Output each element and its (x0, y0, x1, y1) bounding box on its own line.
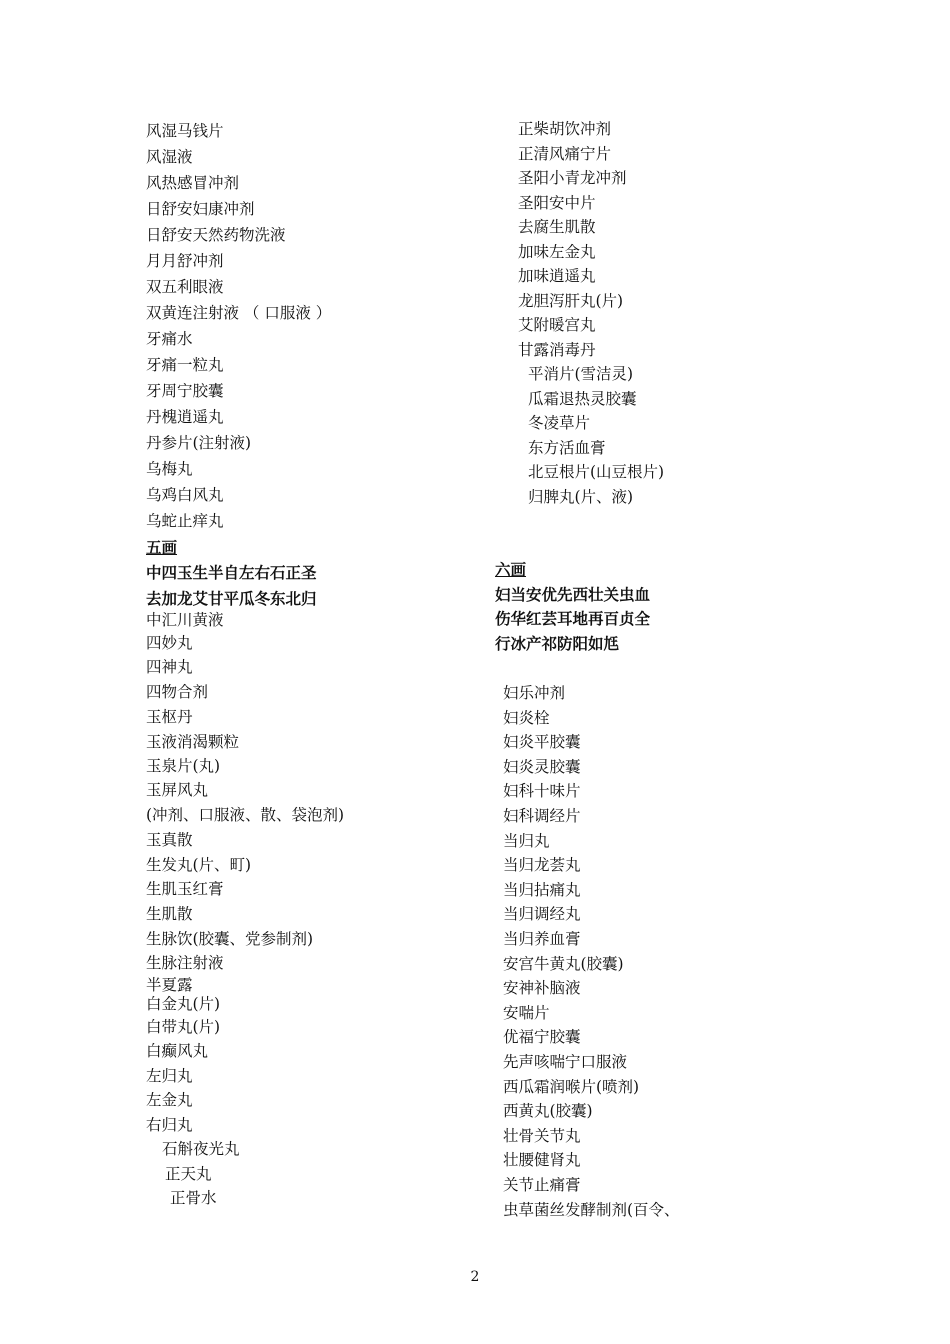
list-item: 去腐生肌散 (518, 218, 596, 236)
list-item: 圣阳小青龙冲剂 (518, 169, 627, 187)
list-item: 乌梅丸 (146, 460, 193, 478)
list-item: 玉泉片(丸) (146, 757, 221, 775)
list-item: 瓜霜退热灵胶囊 (528, 390, 637, 408)
list-item: (冲剂、口服液、散、袋泡剂) (146, 806, 345, 824)
list-item: 乌蛇止痒丸 (146, 512, 224, 530)
list-item: 圣阳安中片 (518, 194, 596, 212)
list-item: 丹槐逍遥丸 (146, 408, 224, 426)
list-item: 冬凌草片 (528, 414, 591, 432)
list-item: 石斛夜光丸 (162, 1140, 240, 1158)
list-item: 妇科调经片 (503, 807, 581, 825)
list-item: 东方活血膏 (528, 439, 606, 457)
section-heading-wuhua: 五画 (146, 538, 178, 557)
list-item: 白金丸(片) (146, 995, 221, 1013)
list-item: 西瓜霜润喉片(喷剂) (503, 1077, 640, 1096)
list-item: 双五利眼液 (146, 278, 224, 296)
list-item: 北豆根片(山豆根片) (528, 463, 665, 481)
list-item: 月月舒冲剂 (146, 252, 224, 270)
list-item: 西黄丸(胶囊) (503, 1102, 593, 1121)
list-item: 壮腰健肾丸 (503, 1151, 581, 1170)
list-item: 当归龙荟丸 (503, 856, 581, 875)
list-item: 当归拈痛丸 (503, 880, 581, 899)
list-item: 风热感冒冲剂 (146, 174, 240, 192)
list-item: 半夏露 (146, 976, 193, 994)
list-item: 左金丸 (146, 1091, 193, 1109)
list-item: 生肌玉红膏 (146, 880, 224, 898)
list-item: 甘露消毒丹 (518, 341, 596, 359)
list-item: 安喘片 (503, 1003, 550, 1022)
list-item: 龙胆泻肝丸(片) (518, 292, 624, 310)
list-item: 正清风痛宁片 (518, 145, 612, 163)
list-item: 丹参片(注射液) (146, 434, 252, 452)
list-item: 妇乐冲剂 (503, 684, 566, 702)
page-number: 2 (470, 1269, 480, 1285)
list-item: 正天丸 (165, 1165, 212, 1183)
list-item: 壮骨关节丸 (503, 1126, 581, 1145)
list-item: 安神补脑液 (503, 979, 581, 998)
section-index-line: 去加龙艾甘平瓜冬东北归 (146, 589, 317, 608)
list-item: 妇炎平胶囊 (503, 733, 581, 752)
section-heading-liuhua: 六画 (495, 560, 527, 579)
list-item: 玉液消渴颗粒 (146, 733, 240, 751)
section-index-line: 妇当安优先西壮关虫血 (495, 585, 651, 604)
list-item: 左归丸 (146, 1067, 193, 1085)
list-item: 玉屏风丸 (146, 781, 209, 799)
list-item: 平消片(雪洁灵) (528, 365, 634, 383)
list-item: 加味左金丸 (518, 243, 596, 261)
list-item: 妇科十味片 (503, 782, 581, 801)
list-item: 妇炎栓 (503, 708, 550, 727)
list-item: 生发丸(片、町) (146, 856, 252, 874)
list-item: 四妙丸 (146, 634, 193, 652)
list-item: 玉枢丹 (146, 708, 193, 726)
list-item: 日舒安妇康冲剂 (146, 200, 255, 218)
list-item: 风湿马钱片 (146, 122, 224, 140)
list-item: 右归丸 (146, 1116, 193, 1134)
list-item: 日舒安天然药物洗液 (146, 226, 286, 244)
list-item: 安宫牛黄丸(胶囊) (503, 954, 624, 973)
list-item: 关节止痛膏 (503, 1176, 581, 1194)
list-item: 优福宁胶囊 (503, 1028, 581, 1047)
section-index-line: 中四玉生半自左右石正圣 (146, 563, 317, 582)
list-item: 妇炎灵胶囊 (503, 757, 581, 776)
list-item: 风湿液 (146, 148, 193, 166)
list-item: 当归调经丸 (503, 905, 581, 924)
list-item: 当归养血膏 (503, 930, 581, 948)
list-item: 加味逍遥丸 (518, 267, 596, 285)
list-item: 牙痛水 (146, 330, 193, 348)
list-item: 生肌散 (146, 905, 193, 923)
section-index-line: 伤华红芸耳地再百贞全 (495, 609, 651, 628)
list-item: 中汇川黄液 (146, 611, 224, 629)
list-item: 生脉饮(胶囊、党参制剂) (146, 930, 314, 948)
list-item: 乌鸡白风丸 (146, 486, 224, 504)
list-item: 先声咳喘宁口服液 (503, 1053, 628, 1071)
list-item: 白癫风丸 (146, 1042, 209, 1060)
list-item: 双黄连注射液 （ 口服液 ） (146, 304, 332, 322)
list-item: 牙痛一粒丸 (146, 356, 224, 374)
list-item: 生脉注射液 (146, 954, 224, 972)
list-item: 正骨水 (170, 1189, 217, 1207)
list-item: 正柴胡饮冲剂 (518, 120, 612, 138)
list-item: 艾附暖宫丸 (518, 316, 596, 334)
section-index-line: 行冰产祁防阳如尪 (495, 634, 620, 653)
list-item: 白带丸(片) (146, 1018, 221, 1036)
list-item: 当归丸 (503, 831, 550, 850)
list-item: 四物合剂 (146, 683, 209, 701)
list-item: 归脾丸(片、液) (528, 488, 634, 506)
list-item: 玉真散 (146, 831, 193, 849)
list-item: 四神丸 (146, 658, 193, 676)
list-item: 牙周宁胶囊 (146, 382, 224, 400)
list-item: 虫草菌丝发酵制剂(百令、 (503, 1200, 680, 1219)
